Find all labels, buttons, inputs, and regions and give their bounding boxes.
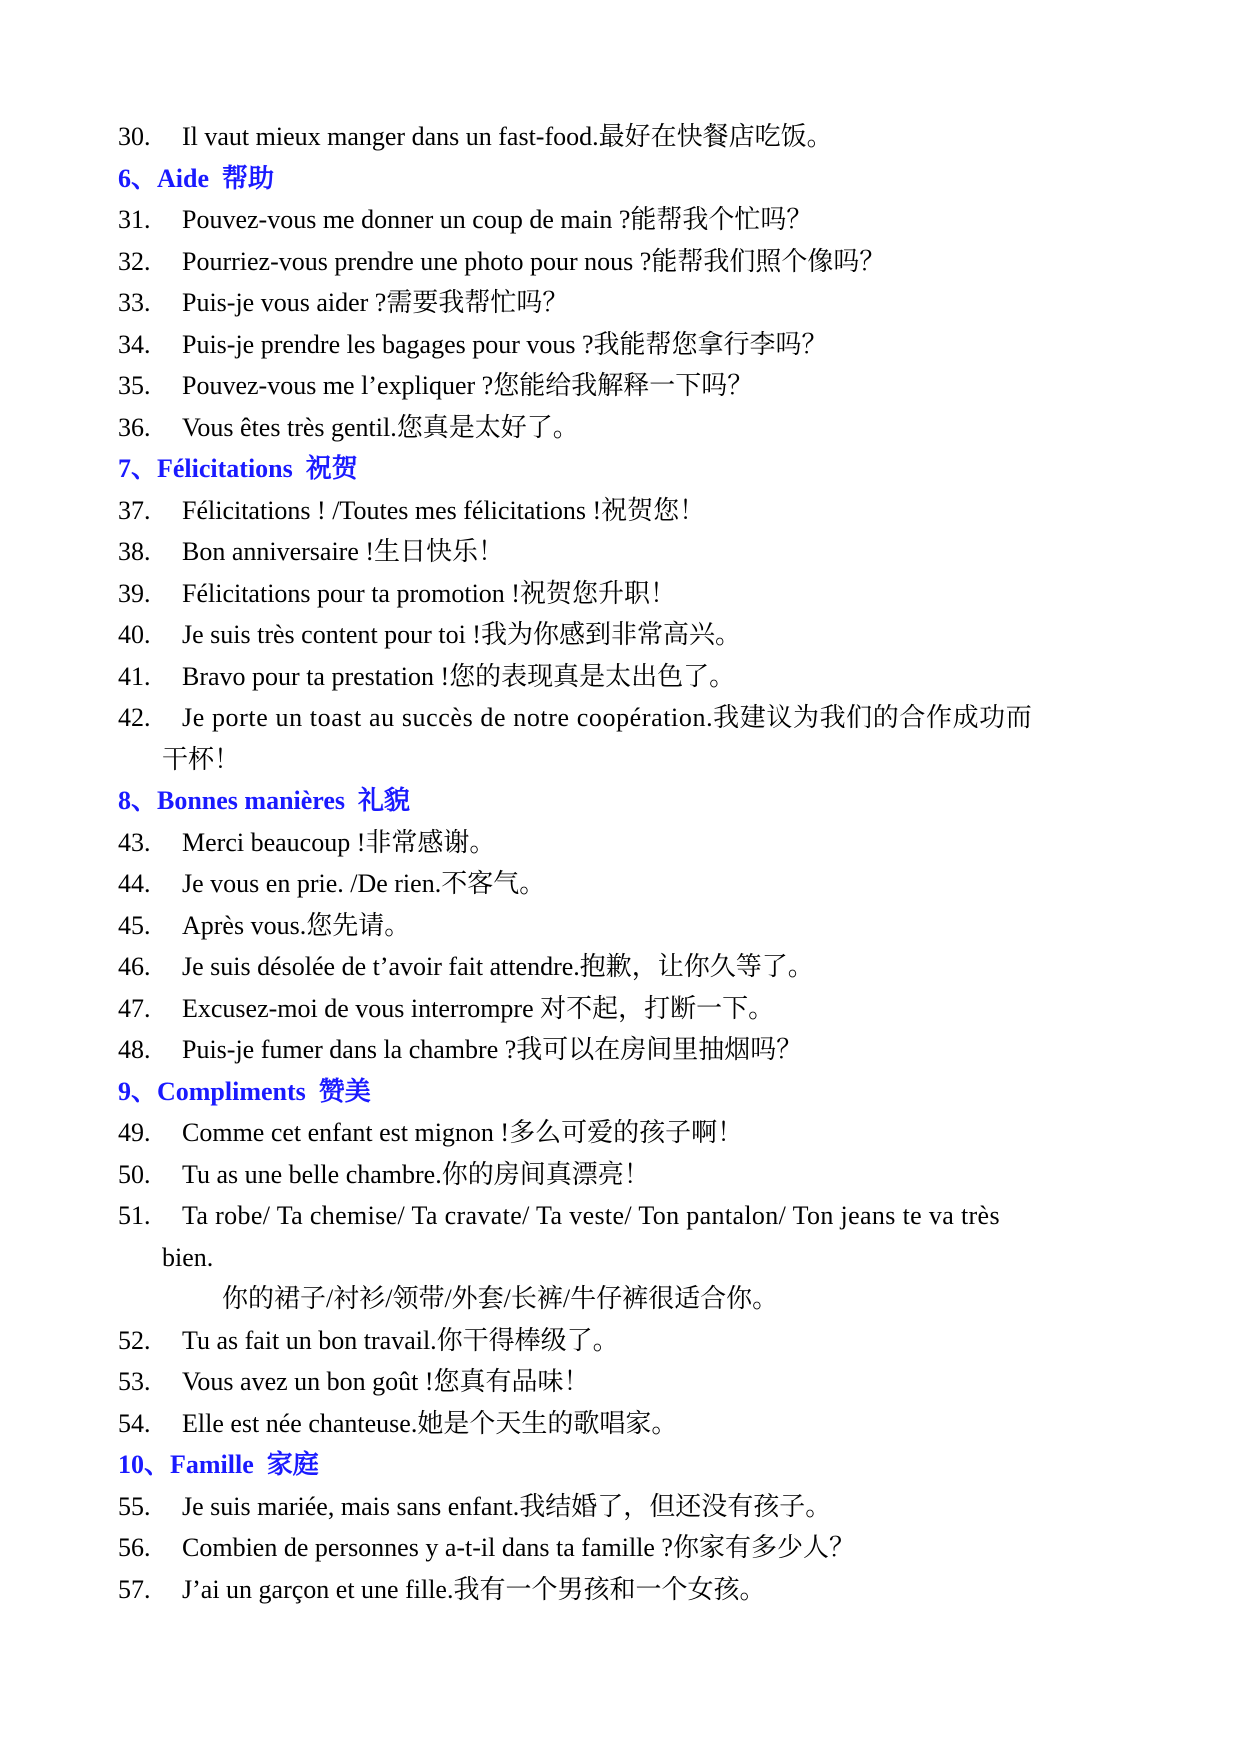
phrase-entry (118, 697, 1128, 739)
section-heading-chinese: 礼貌 (358, 786, 411, 815)
phrase-entry (118, 656, 1128, 698)
phrase-number: 31. (118, 205, 151, 234)
phrase-text: Elle est née chanteuse.她是个天生的歌唱家。 (182, 1408, 678, 1438)
phrase-entry (118, 1029, 1128, 1071)
phrase-number: 32. (118, 246, 151, 276)
phrase-text: Félicitations ! /Toutes mes félicitations !祝贺您！ (182, 495, 706, 525)
phrase-text: Après vous.您先请。 (182, 910, 411, 940)
phrase-entry (118, 1527, 1128, 1569)
phrase-entry (118, 1195, 1128, 1237)
phrase-number: 55. (118, 1491, 151, 1521)
phrase-entry (118, 573, 1128, 615)
section-heading (118, 158, 1128, 200)
phrase-entry (118, 199, 1128, 241)
phrase-continuation: bien. (162, 1242, 214, 1272)
section-heading (118, 1444, 1128, 1486)
phrase-text: Puis-je prendre les bagages pour vous ?我能帮您拿行李吗？ (182, 329, 828, 359)
phrase-number: 51. (118, 1201, 151, 1230)
phrase-number: 33. (118, 288, 151, 317)
phrase-entry (118, 1486, 1128, 1528)
phrase-text: Je vous en prie. /De rien.不客气。 (182, 869, 546, 898)
phrase-number: 45. (118, 910, 151, 940)
phrase-number: 41. (118, 661, 151, 691)
phrase-text: Vous avez un bon goût !您真有品味！ (182, 1367, 590, 1396)
phrase-entry (118, 490, 1128, 532)
section-heading (118, 1071, 1128, 1113)
phrase-entry (118, 1320, 1128, 1362)
phrase-entry (118, 282, 1128, 324)
phrase-entry (118, 988, 1128, 1030)
phrase-entry (118, 822, 1128, 864)
phrase-entry (118, 1154, 1128, 1196)
phrase-entry (118, 946, 1128, 988)
section-heading (118, 780, 1128, 822)
phrase-entry (118, 863, 1128, 905)
phrase-number: 34. (118, 329, 151, 359)
phrase-text: Ta robe/ Ta chemise/ Ta cravate/ Ta veste/ Ton pantalon/ Ton jeans te va très (182, 1201, 1000, 1230)
phrase-text: Je suis très content pour toi !我为你感到非常高兴。 (182, 620, 741, 649)
phrase-number: 46. (118, 952, 151, 981)
phrase-number: 48. (118, 1035, 151, 1064)
phrase-number: 42. (118, 703, 151, 732)
phrase-text: Comme cet enfant est mignon !多么可爱的孩子啊！ (182, 1118, 744, 1147)
phrase-text: Je suis désolée de t’avoir fait attendre.抱歉，让你久等了。 (182, 952, 814, 981)
section-heading-label: 6、Aide (118, 163, 210, 193)
phrase-number: 47. (118, 993, 151, 1023)
phrase-text: Félicitations pour ta promotion !祝贺您升职！ (182, 578, 676, 608)
phrase-entry (118, 614, 1128, 656)
phrase-number: 53. (118, 1367, 151, 1396)
phrase-translation: 你的裙子/衬衫/领带/外套/长裤/牛仔裤很适合你。 (222, 1284, 779, 1313)
section-heading (118, 448, 1128, 490)
phrase-number: 54. (118, 1408, 151, 1438)
phrase-number: 50. (118, 1159, 151, 1189)
section-heading-label: 9、Compliments (118, 1076, 306, 1106)
phrase-text: Bon anniversaire !生日快乐！ (182, 537, 505, 566)
phrase-entry (118, 365, 1128, 407)
phrase-entry (118, 1361, 1128, 1403)
section-heading-chinese: 赞美 (318, 1076, 371, 1106)
phrase-number: 40. (118, 620, 151, 649)
section-heading-chinese: 家庭 (266, 1450, 319, 1479)
section-heading-label: 10、Famille (118, 1450, 254, 1479)
phrase-text: Je porte un toast au succès de notre coopération.我建议为我们的合作成功而 (182, 703, 1033, 732)
phrase-text: Vous êtes très gentil.您真是太好了。 (182, 412, 579, 442)
phrase-text: Il vaut mieux manger dans un fast-food.最好在快餐店吃饭。 (182, 122, 833, 151)
phrase-entry (118, 407, 1128, 449)
phrase-number: 36. (118, 412, 151, 442)
phrase-number: 43. (118, 827, 151, 857)
section-heading-label: 8、Bonnes manières (118, 786, 346, 815)
phrase-text: Bravo pour ta prestation !您的表现真是太出色了。 (182, 661, 736, 691)
phrase-continuation: 干杯！ (162, 744, 241, 774)
section-heading-chinese: 帮助 (222, 163, 275, 193)
phrase-text: Pouvez-vous me l’expliquer ?您能给我解释一下吗？ (182, 371, 754, 400)
phrase-text: Tu as fait un bon travail.你干得棒级了。 (182, 1325, 619, 1355)
phrase-text: Tu as une belle chambre.你的房间真漂亮！ (182, 1159, 650, 1189)
phrase-number: 37. (118, 495, 151, 525)
phrase-entry (118, 241, 1128, 283)
phrase-entry (118, 1569, 1128, 1611)
phrase-text: Merci beaucoup !非常感谢。 (182, 827, 496, 857)
phrase-number: 35. (118, 371, 151, 400)
phrase-text: J’ai un garçon et une fille.我有一个男孩和一个女孩。 (182, 1574, 766, 1604)
phrase-text: Pouvez-vous me donner un coup de main ?能帮我个忙吗？ (182, 205, 813, 234)
phrase-entry (118, 531, 1128, 573)
section-heading-label: 7、Félicitations (118, 454, 293, 483)
phrase-text: Combien de personnes y a-t-il dans ta famille ?你家有多少人？ (182, 1533, 855, 1562)
phrase-number: 49. (118, 1118, 151, 1147)
phrase-text: Excusez-moi de vous interrompre 对不起，打断一下。 (182, 993, 775, 1023)
phrase-entry (118, 905, 1128, 947)
phrase-number: 56. (118, 1533, 151, 1562)
phrase-entry (118, 1112, 1128, 1154)
phrase-number: 52. (118, 1325, 151, 1355)
phrase-text: Je suis mariée, mais sans enfant.我结婚了，但还没有孩子。 (182, 1491, 832, 1521)
phrase-text: Puis-je vous aider ?需要我帮忙吗？ (182, 288, 569, 317)
phrase-number: 57. (118, 1574, 151, 1604)
phrase-entry (118, 324, 1128, 366)
phrase-entry (118, 116, 1128, 158)
phrase-number: 30. (118, 122, 151, 151)
phrase-number: 44. (118, 869, 151, 898)
phrase-text: Puis-je fumer dans la chambre ?我可以在房间里抽烟吗？ (182, 1035, 803, 1064)
phrase-number: 39. (118, 578, 151, 608)
section-heading-chinese: 祝贺 (305, 454, 358, 483)
phrase-list (118, 116, 1128, 1610)
phrase-number: 38. (118, 537, 151, 566)
phrase-text: Pourriez-vous prendre une photo pour nous ?能帮我们照个像吗？ (182, 246, 886, 276)
phrase-entry (118, 1403, 1128, 1445)
